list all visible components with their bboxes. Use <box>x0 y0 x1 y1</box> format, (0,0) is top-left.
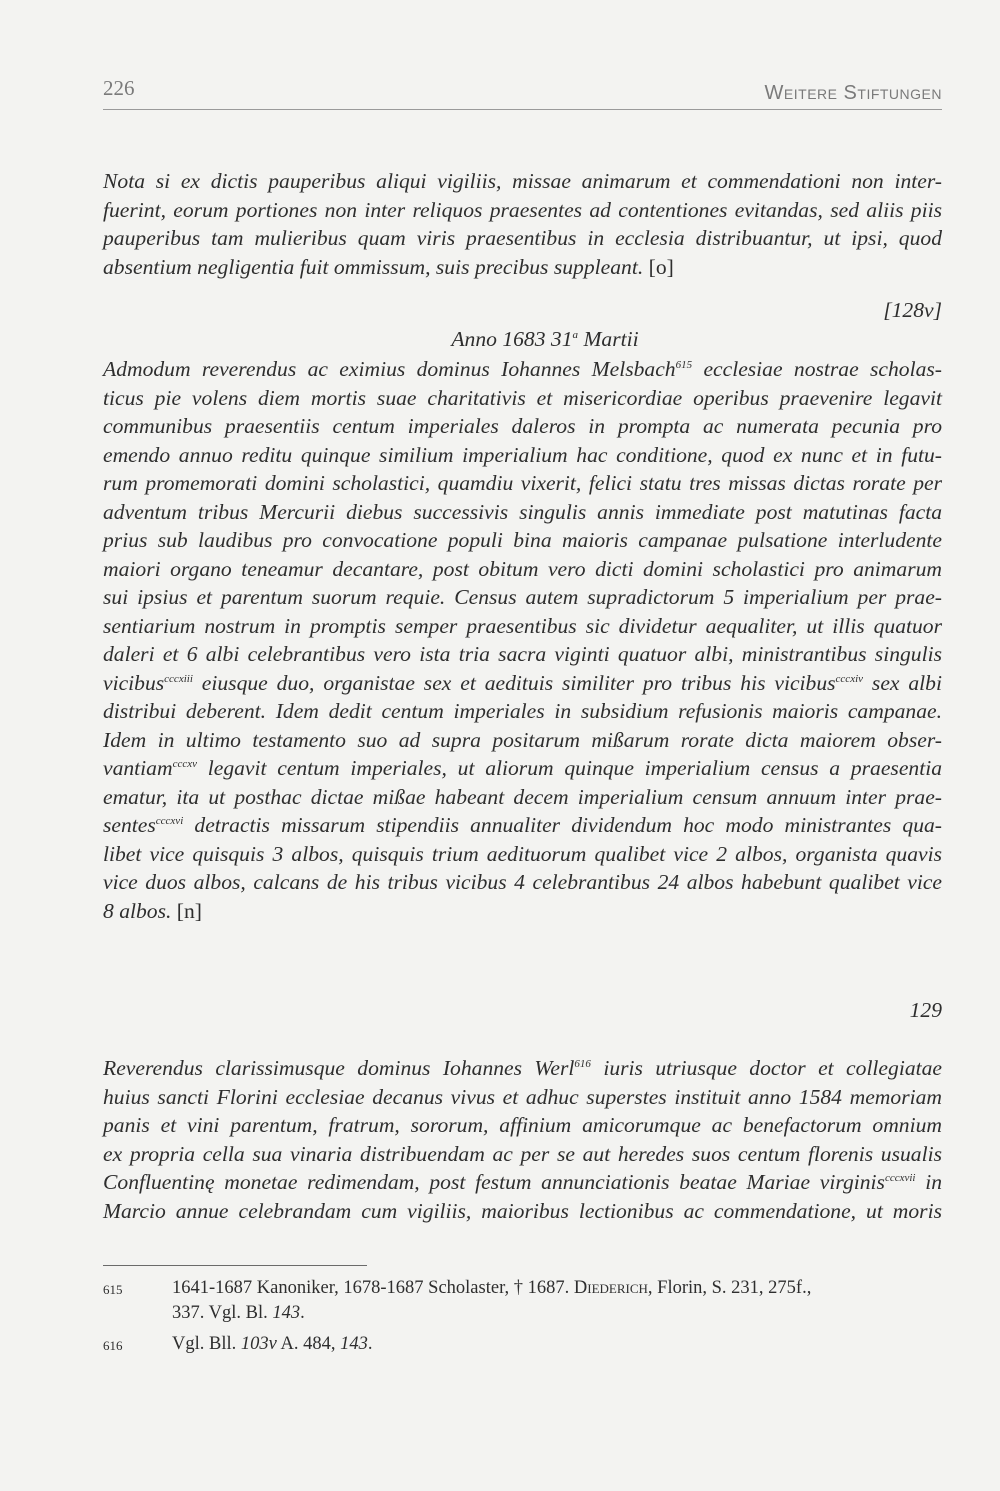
text-line: communibus praesentiis centum imperiales daleros in prompta ac numerata pecunia pro <box>103 414 942 438</box>
note-ref[interactable]: cccxiv <box>835 672 864 685</box>
text-line: Nota si ex dictis pauperibus aliqui vigiliis, missae animarum et commendationi non inter- <box>103 169 942 193</box>
footnote-616 <box>103 1332 942 1360</box>
footnote-ref-615[interactable]: 615 <box>675 359 693 371</box>
folio-ref[interactable]: 143 <box>340 1334 368 1354</box>
footnote-number: 616 <box>103 1338 123 1353</box>
text-line: panis et vini parentum, fratrum, sororum, affinium amicorumque ac benefactorum omnium <box>103 1113 942 1137</box>
note-ref[interactable]: cccxv <box>172 758 197 770</box>
note-ref[interactable]: cccxvi <box>155 815 184 827</box>
text-line: huius sancti Florini ecclesiae decanus vivus et adhuc superstes instituit anno 1584 memoriam <box>103 1084 942 1109</box>
folio-ref[interactable]: 103v <box>240 1334 277 1354</box>
footnote-text: Vgl. Bll. 103v A. 484, 143. <box>172 1334 373 1354</box>
text-line: emendo annuo reditu quinque similium imperialium hac conditione, quod ex nunc et in futu- <box>103 442 942 467</box>
text-line: Reverendus clarissimusque dominus Iohannes Werl$^{616}$ iuris utriusque doctor et collegiatae <box>103 1056 942 1080</box>
paragraph-nota <box>103 167 942 281</box>
marker-n: [n] <box>176 898 202 923</box>
text-line: sentes$^{cccxvi}$ detractis missarum stipendiis annualiter dividendum hoc modo ministrantes qua- <box>103 813 943 837</box>
text-line: 8 albos. [n] <box>103 898 202 923</box>
text-line: maiori organo teneamur decantare, post obitum vero dicti domini scholastici pro animarum <box>103 556 942 581</box>
footnote-text: 1641-1687 Kanoniker, 1678-1687 Scholaster, † 1687. Diederich, Florin, S. 231, 275f., 337. Vgl. Bl. 143. <box>172 1278 812 1323</box>
text-line: Idem in ultimo testamento suo ad supra positarum mißarum rorate dicta maiorem obser- <box>103 727 942 752</box>
header-rule <box>103 109 942 110</box>
text-line: distribui deberent. Idem dedit centum imperiales in subsidium refusionis maioris campanae. <box>103 699 942 723</box>
text-line: sui ipsius et parentum suorum requie. Census autem supradictorum 5 imperialium per prae- <box>103 585 942 609</box>
footnote-number: 615 <box>103 1282 123 1297</box>
folio-ref[interactable]: 143 <box>272 1303 301 1323</box>
footnote-615 <box>103 1276 942 1328</box>
text-line: vicibus$^{cccxiii}$ eiusque duo, organistae sex et aedituis similiter pro tribus his vicibus$^{cccxiv}$ sex albi <box>103 670 942 695</box>
text-line: ex propria cella sua vinaria distribuendam ac per se aut heredes suos centum florenis usualis <box>103 1141 942 1166</box>
text-line: prius sub laudibus pro convocatione populi bina maioris campanae pulsatione interludente <box>103 528 942 552</box>
text-line: vantiam$^{cccxv}$ legavit centum imperiales, ut aliorum quinque imperialium census a praesentia <box>103 756 942 780</box>
text-line: pauperibus tam mulieribus quam viris praesentibus in ecclesia distribuantur, ut ipsi, quod <box>103 226 942 250</box>
footnote-rule <box>103 1265 367 1266</box>
page-header <box>103 76 942 108</box>
text-line: Confluentinę monetae redimendam, post festum annunciationis beatae Mariae virginis$^{cccxvii}$ in <box>103 1170 943 1194</box>
text-line: libet vice quisquis 3 albos, quisquis trium aedituorum qualibet vice 2 albos, organista quavis <box>103 841 942 866</box>
text-line: Admodum reverendus ac eximius dominus Iohannes Melsbach$^{615}$ ecclesiae nostrae scholas- <box>103 357 942 381</box>
text-line: vice duos albos, calcans de his tribus vicibus 4 celebrantibus 24 albos habebunt qualibet vice <box>103 870 942 894</box>
text-line: adventum tribus Mercurii diebus successivis singulis annis immediate post matutinas facta <box>103 499 942 524</box>
paragraph-werl <box>103 1054 942 1225</box>
text-line: sentiarium nostrum in promptis semper praesentibus sic dividetur aequaliter, ut illis quatuor <box>103 613 942 638</box>
text-line: daleri et 6 albi celebrantibus vero ista tria sacra viginti quatuor albi, ministrantibus singulis <box>103 642 942 666</box>
note-ref[interactable]: cccxiii <box>164 672 193 685</box>
paragraph-melsbach <box>103 355 942 925</box>
page-number: 226 <box>103 76 135 100</box>
entry-heading: Anno 1683 31$^a$ Martii <box>451 327 639 351</box>
note-ref[interactable]: cccxvii <box>884 1172 916 1184</box>
marker-o: [o] <box>648 254 674 279</box>
author-name: Diederich <box>573 1278 648 1298</box>
text-line: ematur, ita ut posthac dictae mißae habeant decem imperialium censum annuum inter prae- <box>103 784 942 809</box>
text-line: ticus pie volens diem mortis suae charitativis et misericordiae operibus praevenire legavit <box>103 385 942 410</box>
running-head: Weitere Stiftungen <box>764 82 942 104</box>
folio-marker: [128v] <box>883 298 942 322</box>
footnote-ref-616[interactable]: 616 <box>574 1058 591 1070</box>
text-line: rum promemorati domini scholastici, quamdiu vixerit, felici statu tres missas dictas rorate per <box>103 471 942 495</box>
text-line: Marcio annue celebrandam cum vigiliis, maioribus lectionibus ac commendatione, ut moris <box>103 1198 942 1223</box>
text-line: absentium negligentia fuit ommissum, suis precibus suppleant. [o] <box>103 254 674 279</box>
folio-marker: 129 <box>909 998 942 1022</box>
text-line: fuerint, eorum portiones non inter reliquos praesentes ad contentiones evitandas, sed aliis piis <box>103 197 942 222</box>
